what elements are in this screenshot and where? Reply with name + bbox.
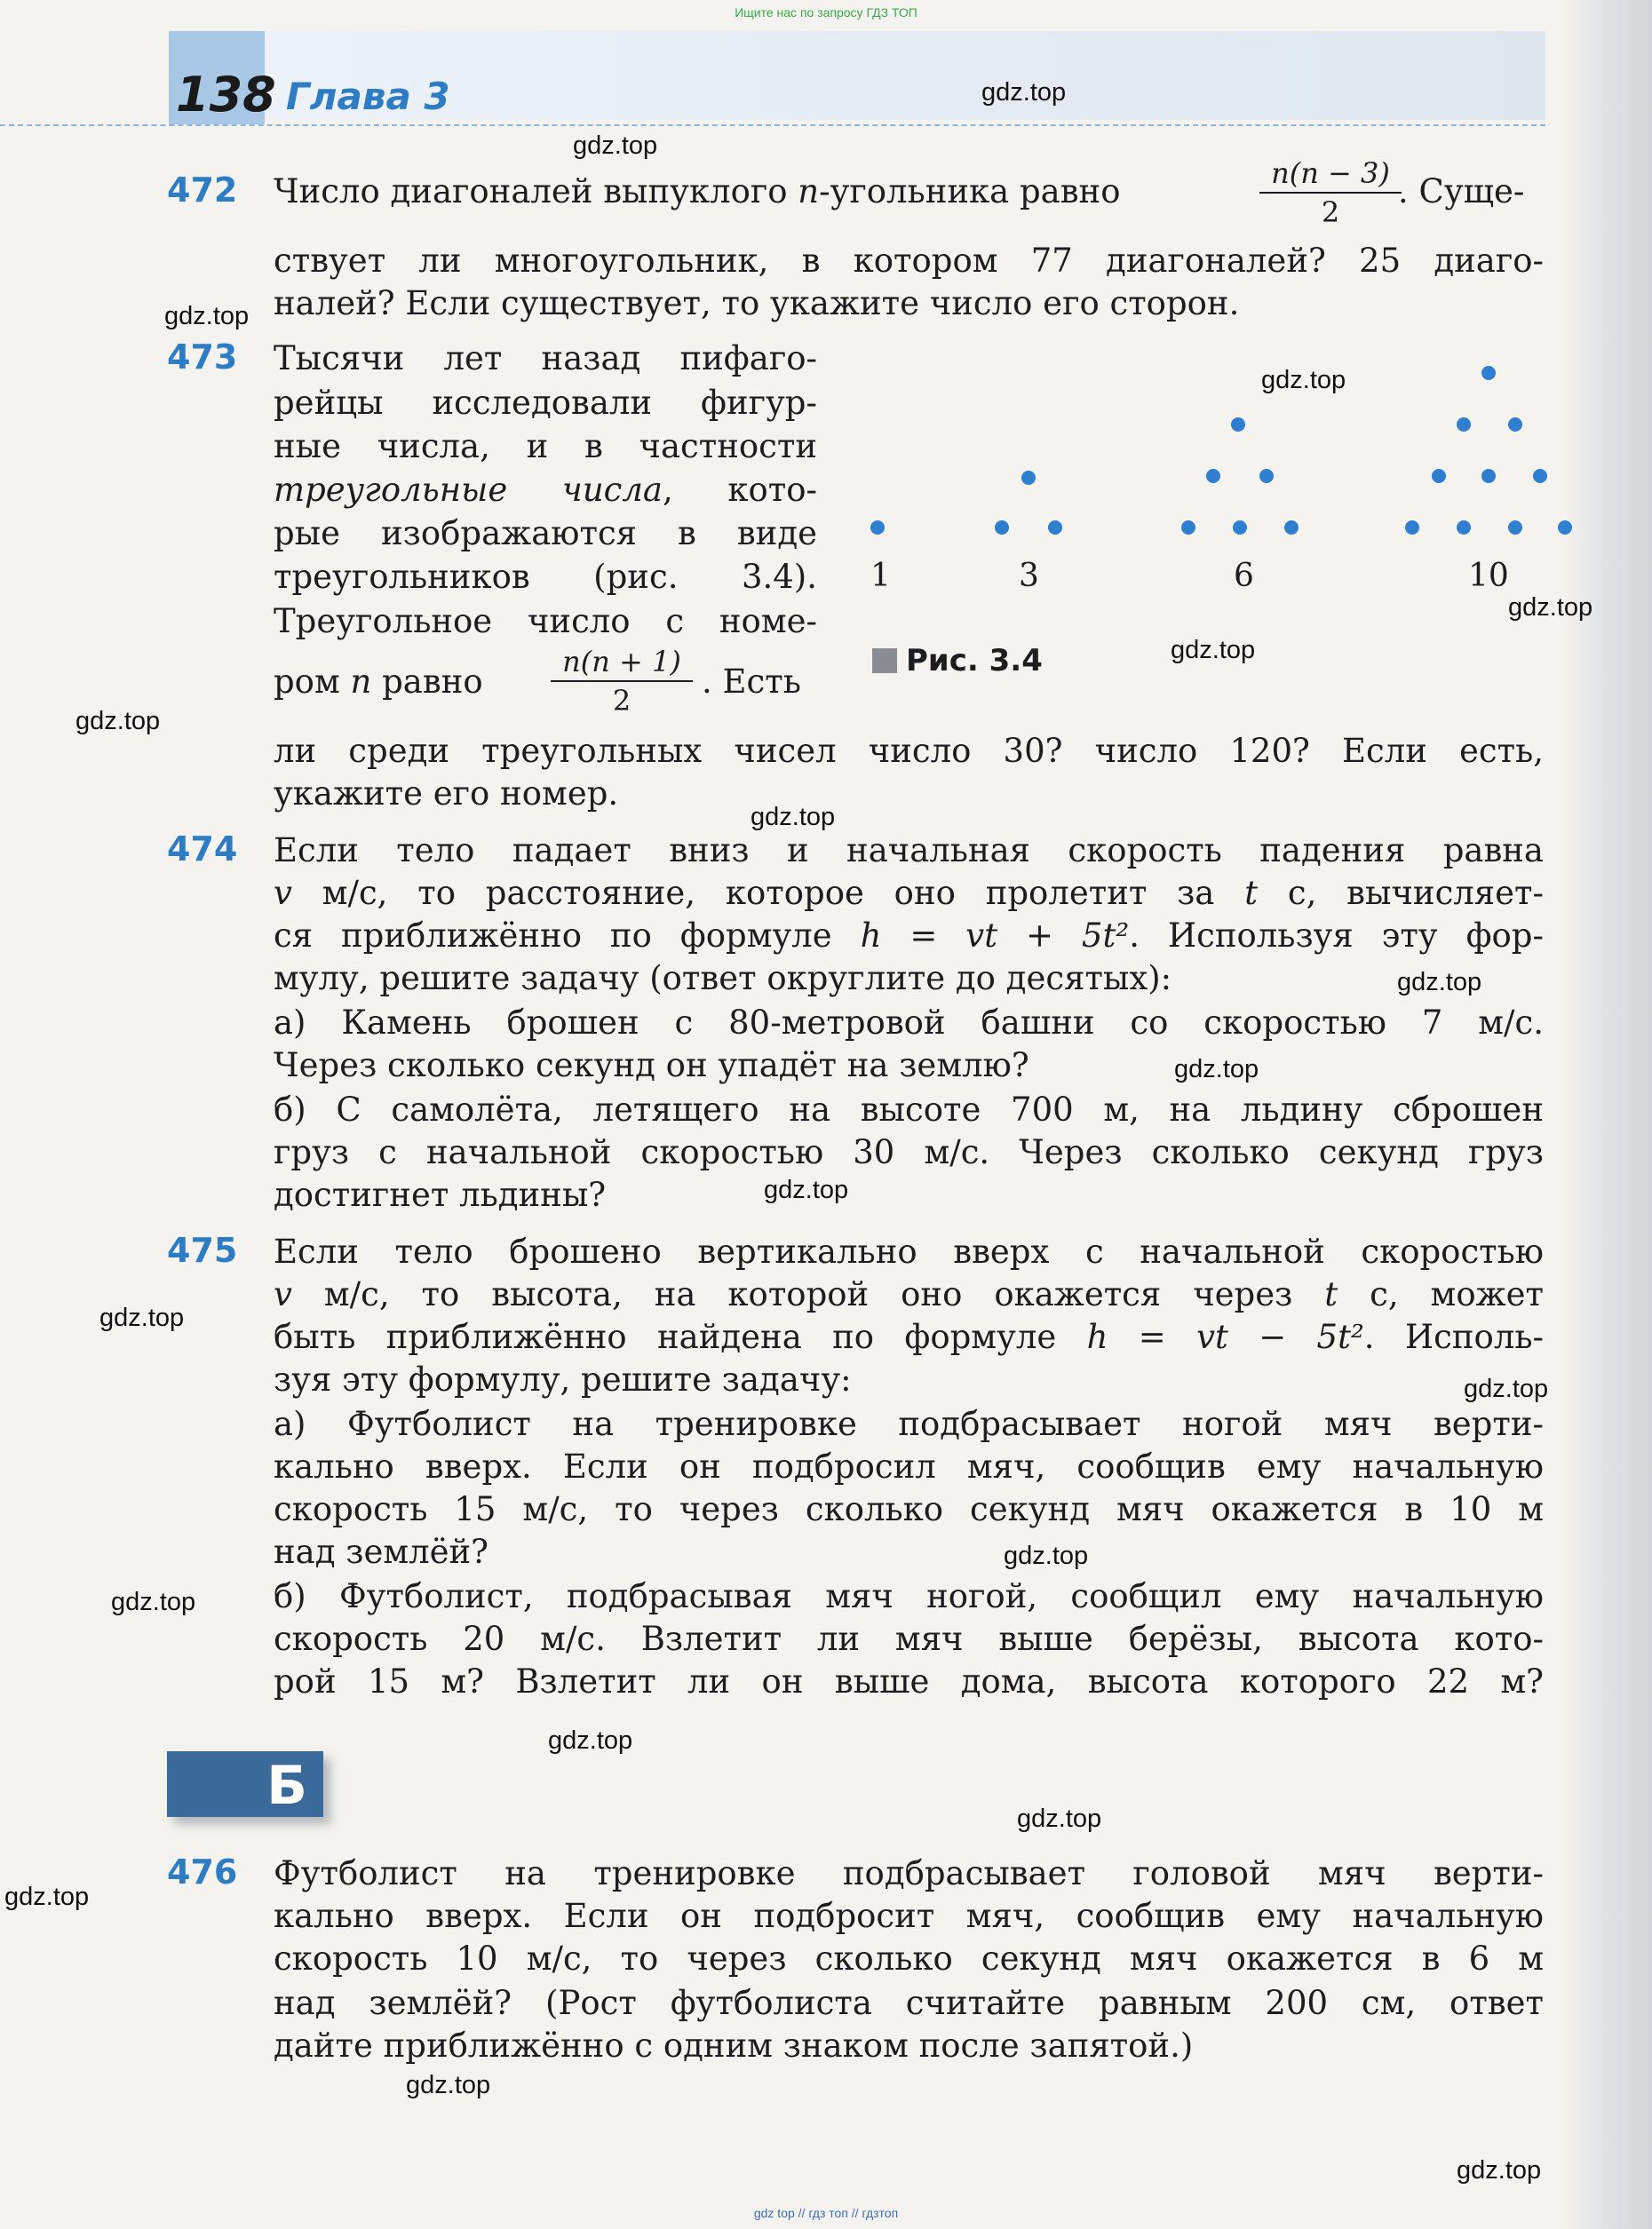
problem-474-line: v м/с, то расстояние, которое оно пролетит за t с, вычисляет-	[274, 874, 1544, 912]
watermark: gdz.top	[1457, 2156, 1542, 2185]
watermark: gdz.top	[764, 1176, 849, 1204]
page-edge-shadow	[1563, 0, 1652, 2229]
figure-caption: Рис. 3.4	[872, 643, 1043, 678]
problem-473-line: Тысячи лет назад пифаго-	[274, 339, 817, 377]
figure-dot	[1457, 520, 1471, 535]
watermark: gdz.top	[1464, 1375, 1549, 1403]
problem-473-line: рые изображаются в виде	[274, 514, 817, 552]
top-note: Ищите нас по запросу ГДЗ ТОП	[735, 5, 917, 20]
watermark: gdz.top	[1261, 366, 1346, 394]
problem-475-line: скорость 15 м/с, то через сколько секунд мяч окажется в 10 м	[274, 1490, 1544, 1528]
bottom-note: gdz top // гдз топ // гдзтоп	[753, 2206, 899, 2220]
problem-474-line: мулу, решите задачу (ответ округлите до десятых):	[274, 959, 1172, 997]
problem-476-line: над землёй? (Рост футболиста считайте равным 200 см, ответ	[274, 1984, 1544, 2022]
problem-475-line: быть приближённо найдена по формуле h = vt − 5t². Исполь-	[274, 1318, 1544, 1356]
watermark: gdz.top	[981, 78, 1067, 107]
figure-dot	[995, 520, 1009, 535]
problem-473-line: . Есть	[702, 662, 801, 701]
problem-475-line: v м/с, то высота, на которой оно окажется через t с, может	[274, 1275, 1545, 1313]
problem-476-line: Футболист на тренировке подбрасывает головой мяч верти-	[274, 1854, 1544, 1892]
problem-473-line: треугольные числа, кото-	[274, 471, 817, 509]
watermark: gdz.top	[1004, 1542, 1089, 1570]
figure-dot	[1231, 417, 1245, 432]
watermark: gdz.top	[573, 131, 658, 160]
figure-label: 3	[1019, 558, 1039, 594]
figure-dot	[1233, 520, 1247, 535]
problem-number-475: 475	[167, 1231, 238, 1270]
problem-475-line: б) Футболист, подбрасывая мяч ногой, сообщил ему начальную	[274, 1577, 1544, 1615]
problem-474-line: Через сколько секунд он упадёт на землю?	[274, 1046, 1029, 1084]
problem-475-line: скорость 20 м/с. Взлетит ли мяч выше берёзы, высота кото-	[274, 1620, 1544, 1658]
problem-472-line: налей? Если существует, то укажите число его сторон.	[274, 284, 1240, 322]
problem-number-476: 476	[167, 1852, 238, 1892]
watermark: gdz.top	[751, 803, 836, 831]
figure-dot	[1508, 520, 1522, 535]
problem-number-474: 474	[167, 829, 238, 869]
watermark: gdz.top	[1508, 593, 1593, 622]
problem-474-line: достигнет льдины?	[274, 1176, 607, 1214]
watermark: gdz.top	[1397, 968, 1482, 996]
formula-throw: h = vt − 5t²	[1086, 1318, 1364, 1356]
watermark: gdz.top	[99, 1304, 185, 1332]
figure-dot	[1481, 366, 1496, 380]
watermark: gdz.top	[1171, 636, 1256, 664]
fraction-diagonals: n(n − 3) 2	[1259, 156, 1402, 229]
page-number: 138	[176, 67, 276, 123]
problem-473-line: укажите его номер.	[274, 774, 619, 813]
problem-475-line: а) Футболист на тренировке подбрасывает ногой мяч верти-	[274, 1405, 1544, 1443]
figure-label: 1	[870, 558, 891, 594]
problem-475-line: над землёй?	[274, 1533, 489, 1571]
problem-472-line: . Суще-	[1398, 172, 1525, 210]
watermark: gdz.top	[406, 2071, 491, 2099]
watermark: gdz.top	[75, 707, 161, 735]
figure-label: 6	[1234, 558, 1254, 594]
problem-475-line: кально вверх. Если он подбросил мяч, сообщив ему начальную	[274, 1448, 1544, 1486]
watermark: gdz.top	[4, 1883, 90, 1911]
caption-marker-icon	[872, 648, 897, 673]
watermark: gdz.top	[1174, 1055, 1259, 1083]
figure-dot	[870, 520, 885, 535]
formula-fall: h = vt + 5t²	[860, 916, 1130, 955]
problem-number-473: 473	[167, 337, 238, 377]
problem-474-line: а) Камень брошен с 80-метровой башни со скоростью 7 м/с.	[274, 1003, 1544, 1042]
figure-dot	[1533, 469, 1547, 483]
figure-dot	[1457, 417, 1471, 432]
figure-dot	[1558, 520, 1572, 535]
problem-473-line: треугольников (рис. 3.4).	[274, 558, 817, 596]
figure-dot	[1259, 469, 1274, 483]
problem-474-line: б) С самолёта, летящего на высоте 700 м, на льдину сброшен	[274, 1091, 1544, 1129]
problem-472-line: Число диагоналей выпуклого n-угольника равно	[274, 172, 1121, 210]
problem-473-line: ли среди треугольных чисел число 30? число 120? Если есть,	[274, 732, 1544, 770]
fraction-triangular: n(n + 1) 2	[551, 645, 693, 718]
figure-dot	[1048, 520, 1062, 535]
watermark: gdz.top	[164, 302, 250, 330]
problem-474-line: ся приближённо по формуле h = vt + 5t². Используя эту фор-	[274, 916, 1544, 955]
problem-473-line: рейцы исследовали фигур-	[274, 384, 817, 422]
problem-473-line: Треугольное число с номе-	[274, 602, 817, 640]
figure-dot	[1481, 469, 1496, 483]
figure-dot	[1181, 520, 1195, 535]
problem-476-line: дайте приближённо с одним знаком после запятой.)	[274, 2027, 1194, 2065]
chapter-title: Глава 3	[286, 75, 450, 118]
problem-474-line: груз с начальной скоростью 30 м/с. Через сколько секунд груз	[274, 1133, 1544, 1171]
problem-473-line: ром n равно	[274, 662, 483, 701]
figure-dot	[1206, 469, 1220, 483]
section-b-badge: Б	[167, 1751, 323, 1817]
watermark: gdz.top	[1017, 1805, 1102, 1833]
watermark: gdz.top	[111, 1588, 196, 1616]
header-divider	[0, 124, 1545, 126]
problem-number-472: 472	[167, 171, 238, 210]
figure-dot	[1284, 520, 1299, 535]
figure-dot	[1405, 520, 1419, 535]
figure-dot	[1021, 471, 1036, 485]
problem-475-line: рой 15 м? Взлетит ли он выше дома, высота которого 22 м?	[274, 1662, 1544, 1701]
watermark: gdz.top	[548, 1726, 633, 1755]
figure-label: 10	[1468, 558, 1509, 594]
problem-476-line: скорость 10 м/с, то через сколько секунд мяч окажется в 6 м	[274, 1939, 1544, 1978]
problem-476-line: кально вверх. Если он подбросит мяч, сообщив ему начальную	[274, 1897, 1544, 1935]
problem-472-line: ствует ли многоугольник, в котором 77 диагоналей? 25 диаго-	[274, 242, 1544, 280]
problem-473-line: ные числа, и в частности	[274, 427, 817, 465]
figure-dot	[1508, 417, 1522, 432]
problem-474-line: Если тело падает вниз и начальная скорость падения равна	[274, 831, 1544, 869]
problem-475-line: зуя эту формулу, решите задачу:	[274, 1360, 852, 1399]
problem-475-line: Если тело брошено вертикально вверх с начальной скоростью	[274, 1233, 1544, 1271]
figure-dot	[1432, 469, 1446, 483]
